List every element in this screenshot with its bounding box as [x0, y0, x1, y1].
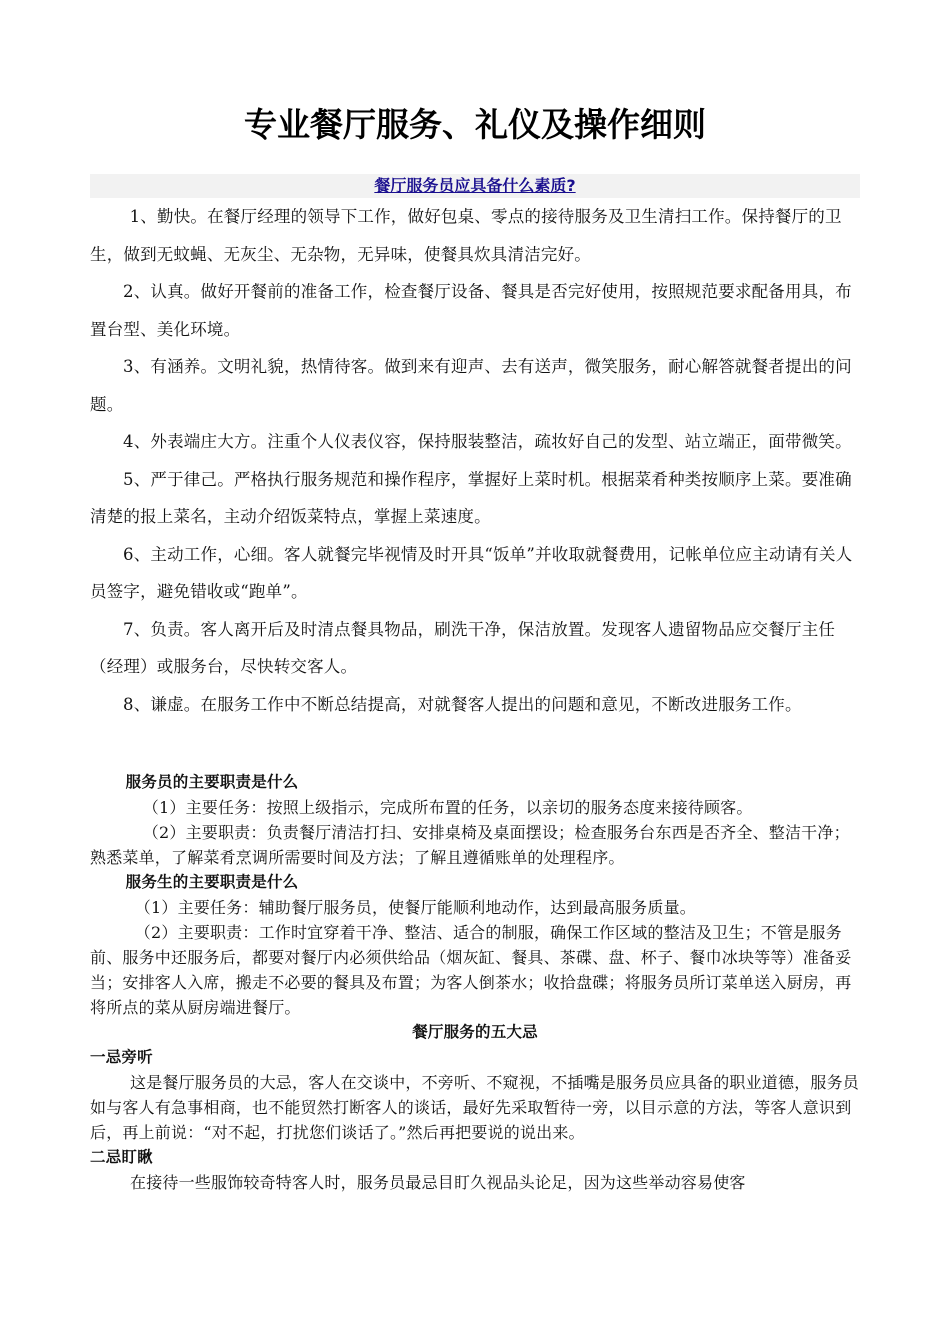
- quality-item: 8、谦虚。在服务工作中不断总结提高，对就餐客人提出的问题和意见，不断改进服务工作。: [123, 694, 802, 714]
- quality-item: 2、认真。做好开餐前的准备工作，检查餐厅设备、餐具是否完好使用，按照规范要求配备用具，布置台型、美化环境。: [90, 282, 852, 339]
- taboo-1-text: 这是餐厅服务员的大忌，客人在交谈中，不旁听、不窥视，不插嘴是服务员应具备的职业道德，服务员如与客人有急事相商，也不能贸然打断客人的谈话，最好先采取暂待一旁，以目示意的方法，等客人意识到后，再上前说：“对不起，打扰您们谈话了。”然后再把要说的说出来。: [90, 1073, 860, 1142]
- duties-section: [90, 770, 860, 1195]
- quality-item: 5、严于律己。严格执行服务规范和操作程序，掌握好上菜时机。根据菜肴种类按顺序上菜。要准确清楚的报上菜名，主动介绍饭菜特点，掌握上菜速度。: [90, 469, 852, 526]
- document-title: 专业餐厅服务、礼仪及操作细则: [244, 105, 706, 144]
- taboo-1-heading: 一忌旁听: [90, 1048, 153, 1066]
- qualities-list: [90, 198, 860, 718]
- quality-item: 6、主动工作，心细。客人就餐完毕视情及时开具“饭单”并收取就餐费用，记帐单位应主动请有关人员签字，避免错收或“跑单”。: [90, 544, 853, 601]
- quality-item: 7、负责。客人离开后及时清点餐具物品，刷洗干净，保洁放置。发现客人遗留物品应交餐厅主任（经理）或服务台，尽快转交客人。: [90, 619, 836, 676]
- assistant-duty-item: （1）主要任务：辅助餐厅服务员，使餐厅能顺利地动作，达到最高服务质量。: [134, 898, 696, 917]
- section-heading-qualities[interactable]: 餐厅服务员应具备什么素质?: [90, 174, 860, 198]
- taboo-2-heading: 二忌盯瞅: [90, 1148, 153, 1166]
- assistant-duty-item: （2）主要职责：工作时宜穿着干净、整洁、适合的制服，确保工作区域的整洁及卫生；不管是服务前、服务中还服务后，都要对餐厅内必须供给品（烟灰缸、餐具、茶碟、盘、杯子、餐巾冰块等等）准备妥当；安排客人入席，搬走不必要的餐具及布置；为客人倒茶水；收拾盘碟；将服务员所订菜单送入厨房，再将所点的菜从厨房端进餐厅。: [90, 923, 852, 1017]
- quality-item: 1、勤快。在餐厅经理的领导下工作，做好包桌、零点的接待服务及卫生清扫工作。保持餐厅的卫生，做到无蚊蝇、无灰尘、无杂物，无异味，使餐具炊具清洁完好。: [90, 207, 842, 264]
- waiter-duties-heading: 服务员的主要职责是什么: [125, 773, 299, 791]
- waiter-duty-item: （1）主要任务：按照上级指示，完成所布置的任务，以亲切的服务态度来接待顾客。: [142, 798, 753, 817]
- quality-item: 3、有涵养。文明礼貌，热情待客。做到来有迎声、去有送声，微笑服务，耐心解答就餐者提出的问题。: [90, 357, 852, 414]
- taboo-2-text: 在接待一些服饰较奇特客人时，服务员最忌目盯久视品头论足，因为这些举动容易使客: [130, 1173, 746, 1192]
- taboo-heading: 餐厅服务的五大忌: [412, 1023, 538, 1041]
- quality-item: 4、外表端庄大方。注重个人仪表仪容，保持服装整洁，疏妆好自己的发型、站立端正，面带微笑。: [123, 432, 852, 451]
- waiter-duty-item: （2）主要职责：负责餐厅清洁打扫、安排桌椅及桌面摆设；检查服务台东西是否齐全、整洁干净；熟悉菜单，了解菜肴烹调所需要时间及方法；了解且遵循账单的处理程序。: [90, 823, 850, 867]
- assistant-duties-heading: 服务生的主要职责是什么: [125, 873, 299, 891]
